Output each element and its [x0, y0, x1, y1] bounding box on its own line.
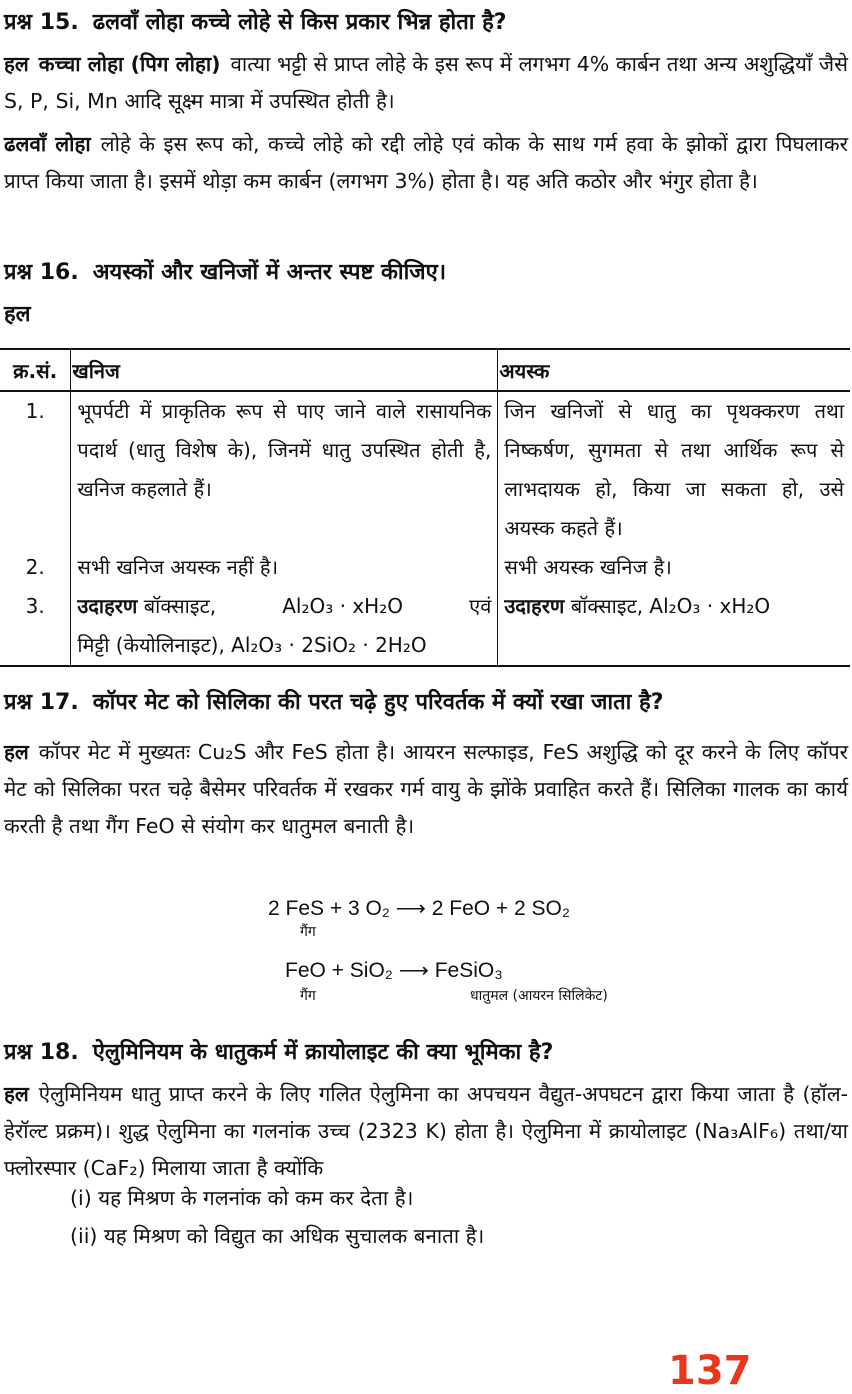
table-cell-ore-examples	[498, 587, 850, 666]
kaolinite-formula: Al₂O₃ · 2SiO₂ · 2H₂O	[231, 633, 427, 657]
question-17-text: कॉपर मेट को सिलिका की परत चढ़े हुए परिवर्तक में क्यों रखा जाता है?	[92, 690, 664, 715]
table-header-row	[0, 349, 850, 391]
table-cell-mineral-examples	[71, 587, 498, 666]
question-15-number: प्रश्न 15.	[4, 10, 79, 35]
mineral-example-bauxite: बॉक्साइट,	[143, 594, 217, 618]
table-cell-serial: 2.	[25, 555, 45, 579]
cast-iron-description: लोहे के इस रूप को, कच्चे लोहे को रद्दी लोहे एवं कोक के साथ गर्म हवा के झोकों द्वारा पिघलाकर प्राप्त किया जाता है। इसमें थोड़ा कम कार्बन (लगभग 3%) होता है। यह अति कठोर और भंगुर होता है।	[4, 132, 848, 193]
table-row	[0, 548, 850, 587]
list-item: (i) यह मिश्रण के गलनांक को कम कर देता है।	[70, 1186, 414, 1210]
equation-1-gangue-label: गैंग	[300, 924, 316, 940]
equation-2-slag-label: धातुमल (आयरन सिलिकेट)	[470, 988, 608, 1004]
question-18-heading	[4, 1036, 553, 1066]
question-16-number: प्रश्न 16.	[4, 260, 79, 285]
question-16-heading	[4, 256, 446, 286]
answer-17-text: कॉपर मेट में मुख्यतः Cu₂S और FeS होता है। आयरन सल्फाइड, FeS अशुद्धि को दूर करने के लिए कॉपर मेट को सिलिका परत चढ़े बैसेमर परिवर्तक में रखकर गर्म वायु के झोंके प्रवाहित करते हैं। सिलिका गालक का कार्य करती है तथा गैंग FeO से संयोग कर धातुमल बनाती है।	[4, 740, 848, 838]
list-item: (ii) यह मिश्रण को विद्युत का अधिक सुचालक बनाता है।	[70, 1224, 485, 1248]
cast-iron-term: ढलवाँ लोहा	[4, 132, 91, 156]
table-row	[0, 391, 850, 548]
mineral-example-line-1	[77, 587, 491, 626]
table-cell-ore: जिन खनिजों से धातु का पृथक्करण तथा निष्कर्षण, सुगमता से तथा आर्थिक रूप से लाभदायक हो, किया जा सकता हो, उसे अयस्क कहते हैं।	[504, 399, 844, 540]
mineral-example-label: उदाहरण	[77, 594, 138, 618]
answer-16-hal-label: हल	[4, 302, 31, 327]
ore-bauxite-formula: Al₂O₃ · xH₂O	[649, 594, 771, 618]
table-header-serial: क्र.सं.	[0, 349, 71, 391]
equation-2: FeO + SiO₂ ⟶ FeSiO₃	[285, 959, 503, 982]
bauxite-formula: Al₂O₃ · xH₂O	[282, 594, 403, 618]
answer-15-paragraph-1	[4, 46, 848, 120]
table-cell-ore: सभी अयस्क खनिज है।	[504, 555, 672, 579]
mineral-example-and: एवं	[469, 594, 492, 618]
table-cell-serial: 3.	[0, 587, 71, 666]
answer-17-paragraph	[4, 734, 848, 845]
pig-iron-description: वात्या भट्टी से प्राप्त लोहे के इस रूप में लगभग 4% कार्बन तथा अन्य अशुद्धियाँ जैसे S, P, Si, Mn आदि सूक्ष्म मात्रा में उपस्थित होती है।	[4, 52, 848, 113]
question-15-heading	[4, 6, 507, 36]
question-18-number: प्रश्न 18.	[4, 1040, 79, 1065]
table-row	[0, 587, 850, 666]
question-17-heading	[4, 686, 663, 716]
table-header-mineral: खनिज	[71, 349, 498, 391]
ore-example-bauxite: बॉक्साइट,	[570, 594, 644, 618]
question-16-text: अयस्कों और खनिजों में अन्तर स्पष्ट कीजिए।	[92, 260, 447, 285]
table-header-ore: अयस्क	[498, 349, 850, 391]
equation-1: 2 FeS + 3 O₂ ⟶ 2 FeO + 2 SO₂	[268, 897, 571, 920]
answer-18-paragraph	[4, 1076, 848, 1187]
answer-15-paragraph-2	[4, 126, 848, 200]
answer-17-hal-label: हल	[4, 740, 29, 764]
answer-18-hal-label: हल	[4, 1082, 29, 1106]
question-18-text: ऐलुमिनियम के धातुकर्म में क्रायोलाइट की क्या भूमिका है?	[92, 1040, 554, 1065]
table-cell-mineral: भूपर्पटी में प्राकृतिक रूप से पाए जाने वाले रासायनिक पदार्थ (धातु विशेष के), जिनमें धातु उपस्थित होती है, खनिज कहलाते हैं।	[71, 391, 498, 548]
equation-2-gangue-label: गैंग	[300, 988, 316, 1004]
mineral-ore-comparison-table	[0, 348, 850, 667]
question-17-number: प्रश्न 17.	[4, 690, 79, 715]
table-cell-mineral: सभी खनिज अयस्क नहीं है।	[71, 548, 498, 587]
table-cell-serial: 1.	[25, 399, 45, 423]
mineral-example-kaolinite: मिट्टी (केयोलिनाइट),	[77, 633, 225, 657]
page-number: 137	[668, 1348, 752, 1394]
question-15-text: ढलवाँ लोहा कच्चे लोहे से किस प्रकार भिन्न होता है?	[92, 10, 507, 35]
ore-example-label: उदाहरण	[504, 594, 565, 618]
answer-15-hal-label: हल	[4, 52, 29, 76]
answer-18-text: ऐलुमिनियम धातु प्राप्त करने के लिए गलित ऐलुमिना का अपचयन वैद्युत-अपघटन द्वारा किया जाता है (हॉल-हेरॉल्ट प्रक्रम)। शुद्ध ऐलुमिना का गलनांक उच्च (2323 K) होता है। ऐलुमिना में क्रायोलाइट (Na₃AlF₆) तथा/या फ्लोरस्पार (CaF₂) मिलाया जाता है क्योंकि	[4, 1082, 848, 1180]
pig-iron-term: कच्चा लोहा (पिग लोहा)	[38, 52, 221, 76]
mineral-example-line-2	[77, 626, 491, 665]
